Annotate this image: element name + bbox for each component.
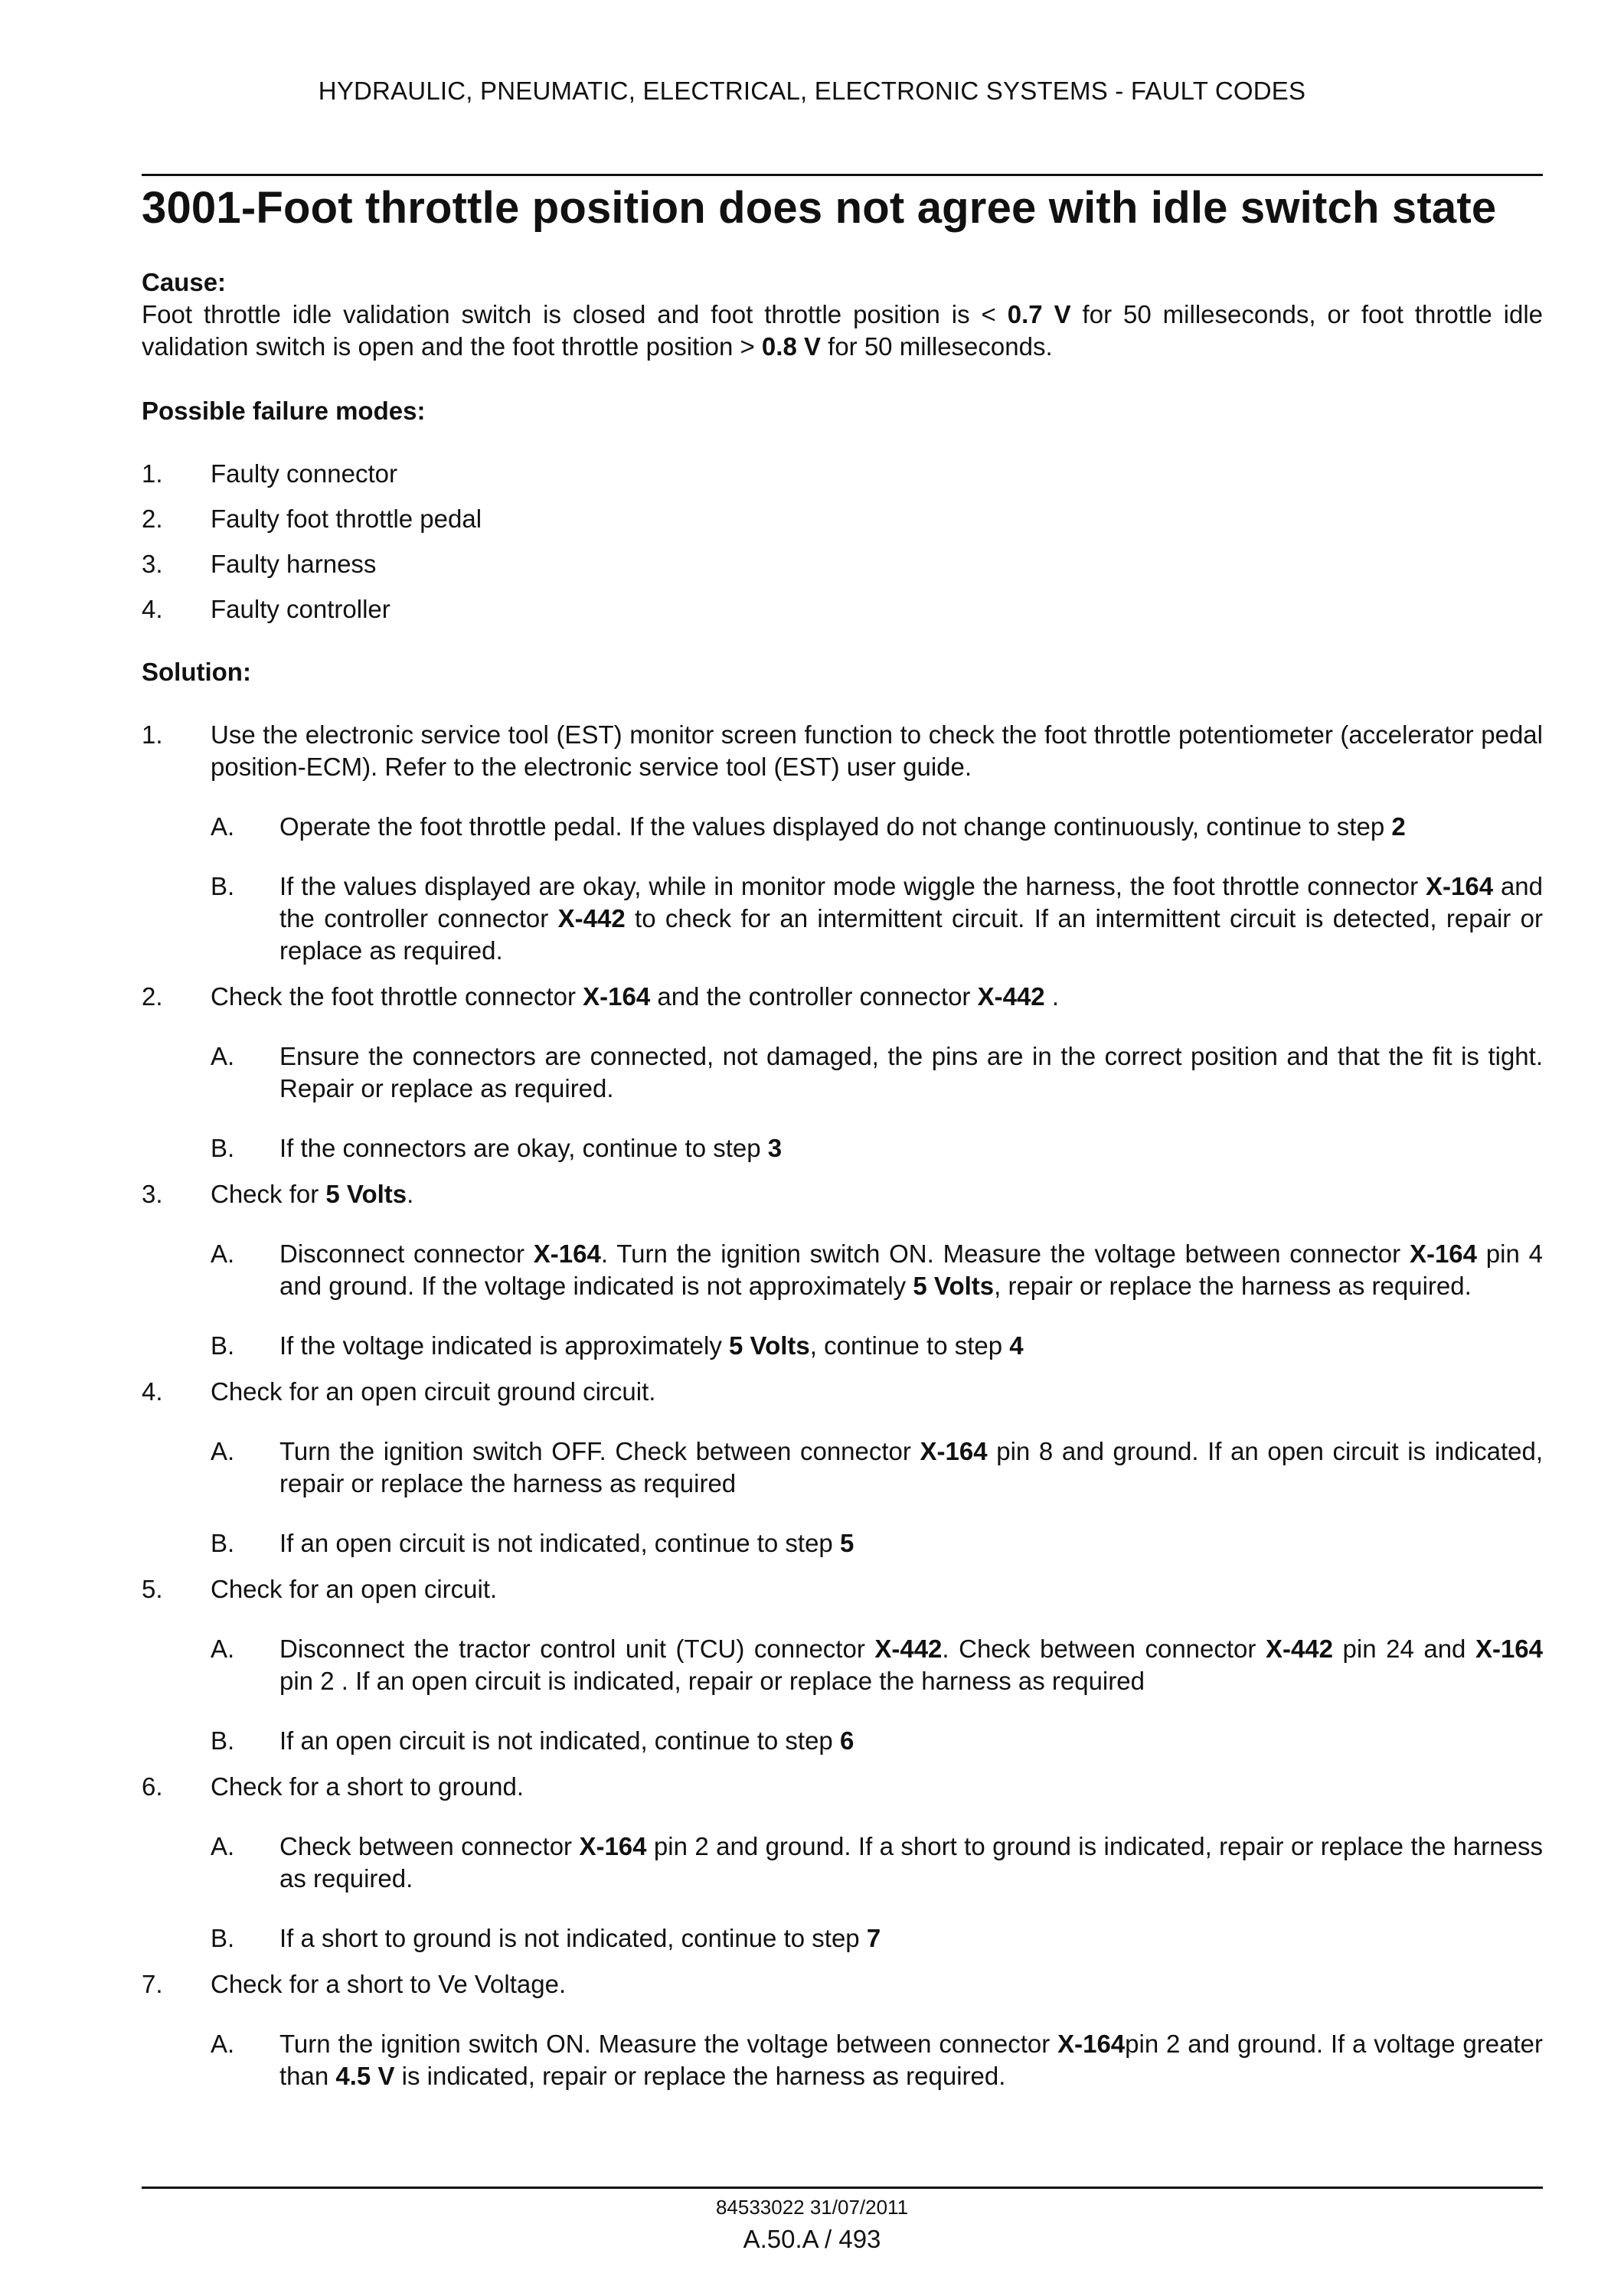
substeps <box>211 811 1543 967</box>
step-number: 4. <box>142 1377 163 1406</box>
substep <box>211 1831 1543 1895</box>
cause-text-part: for 50 milleseconds. <box>820 332 1053 361</box>
substep-text: pin 2 and ground. If a voltage greater than <box>279 2030 1543 2090</box>
list-item <box>142 458 1543 490</box>
substeps <box>211 1238 1543 1362</box>
substep-text: Disconnect the tractor control unit (TCU) connector <box>279 1635 875 1663</box>
step-text: Use the electronic service tool (EST) monitor screen function to check the foot throttle potentiometer (accelerator pedal position-ECM). Refer to the electronic service tool (EST) user guide. <box>211 720 1543 781</box>
solution-label: Solution: <box>142 658 251 686</box>
list-item-number: 4. <box>142 595 163 623</box>
substep-text: pin 2 . If an open circuit is indicated, repair or replace the harness as required <box>279 1667 1145 1695</box>
substep <box>211 1330 1543 1362</box>
substep-letter: B. <box>211 1529 235 1557</box>
list-item-number: 2. <box>142 505 163 533</box>
cause-label: Cause: <box>142 268 227 296</box>
document-code: 84533022 31/07/2011 <box>715 2196 909 2219</box>
step-emphasis: X-442 <box>977 982 1045 1011</box>
step-text: Check for <box>211 1180 326 1208</box>
substep-letter: A. <box>211 1042 235 1070</box>
substep-text: If an open circuit is not indicated, continue to step <box>279 1529 840 1557</box>
substeps <box>211 1831 1543 1955</box>
substep-text: pin 8 and ground. If an open circuit is indicated, repair or replace the harness as required <box>279 1437 1543 1497</box>
solution-step <box>142 1573 1543 1757</box>
failure-modes-list <box>142 458 1543 625</box>
list-item-text: Faulty controller <box>211 595 390 623</box>
substep <box>211 1725 1543 1757</box>
substeps <box>211 1633 1543 1757</box>
substep-text: If an open circuit is not indicated, continue to step <box>279 1726 840 1755</box>
list-item <box>142 593 1543 625</box>
substep-letter: B. <box>211 872 235 900</box>
substep-text: is indicated, repair or replace the harness as required. <box>394 2062 1006 2090</box>
substep <box>211 1633 1543 1697</box>
footer-rule <box>142 2187 1543 2189</box>
substep <box>211 870 1543 967</box>
substep-text: . Check between connector <box>942 1635 1266 1663</box>
step-text: Check for a short to ground. <box>211 1772 524 1801</box>
step-text <box>211 1178 1543 1210</box>
step-number: 3. <box>142 1180 163 1208</box>
substep-text: pin 4 and ground. If the voltage indicated is not approximately <box>279 1239 1543 1300</box>
substep-emphasis: X-164 <box>1057 2030 1126 2058</box>
substep-text: If the voltage indicated is approximately <box>279 1331 729 1360</box>
substep-letter: B. <box>211 1134 235 1162</box>
step-text: . <box>1044 982 1059 1011</box>
failure-modes-label: Possible failure modes: <box>142 397 426 425</box>
substep-text: Turn the ignition switch OFF. Check between connector <box>279 1437 920 1465</box>
step-text <box>211 1771 1543 1803</box>
substeps <box>211 1435 1543 1560</box>
substep <box>211 2028 1543 2092</box>
list-item-number: 1. <box>142 459 163 488</box>
substep-letter: B. <box>211 1924 235 1952</box>
step-number: 2. <box>142 982 163 1011</box>
substeps <box>211 1040 1543 1164</box>
cause-text <box>142 299 1543 363</box>
step-text: Check for an open circuit ground circuit. <box>211 1377 656 1406</box>
substep-emphasis: 5 <box>839 1529 854 1557</box>
step-text: . <box>407 1180 414 1208</box>
substep <box>211 811 1543 843</box>
substep-emphasis: 4 <box>1009 1331 1024 1360</box>
solution-step <box>142 1771 1543 1955</box>
substep-letter: A. <box>211 1635 235 1663</box>
step-text: and the controller connector <box>650 982 978 1011</box>
step-text <box>211 719 1543 783</box>
solution-steps <box>142 719 1543 2092</box>
list-item <box>142 503 1543 535</box>
substep-text: If the connectors are okay, continue to step <box>279 1134 768 1162</box>
substep-letter: B. <box>211 1726 235 1755</box>
substep-text: . Turn the ignition switch ON. Measure the voltage between connector <box>600 1239 1410 1268</box>
solution-step <box>142 1376 1543 1560</box>
substep-text: Operate the foot throttle pedal. If the values displayed do not change continuously, continue to step <box>279 812 1392 841</box>
substep-emphasis: X-442 <box>1265 1635 1333 1663</box>
substep <box>211 1040 1543 1105</box>
substep-emphasis: 3 <box>767 1134 783 1162</box>
substep-text: Turn the ignition switch ON. Measure the voltage between connector <box>279 2030 1058 2058</box>
substep-text: If the values displayed are okay, while in monitor mode wiggle the harness, the foot throttle connector <box>279 872 1426 900</box>
solution-step <box>142 981 1543 1164</box>
step-text <box>211 1573 1543 1605</box>
step-number: 1. <box>142 720 163 749</box>
substep-text: , repair or replace the harness as required. <box>994 1272 1472 1300</box>
cause-section <box>142 266 1543 363</box>
main-content <box>142 181 1543 2106</box>
substep-text: pin 2 and ground. If a short to ground is indicated, repair or replace the harness as required. <box>279 1832 1544 1893</box>
substep-letter: B. <box>211 1331 235 1360</box>
substep <box>211 1435 1543 1500</box>
substep-letter: A. <box>211 1239 235 1268</box>
list-item-text: Faulty harness <box>211 550 377 578</box>
substep-emphasis: X-164 <box>920 1437 988 1465</box>
substep <box>211 1132 1543 1164</box>
cause-text-part: for 50 milleseconds, or foot throttle idle validation switch is open and the foot throttle position > <box>142 300 1544 361</box>
solution-step <box>142 1178 1543 1362</box>
running-header: HYDRAULIC, PNEUMATIC, ELECTRICAL, ELECTRONIC SYSTEMS - FAULT CODES <box>318 77 1306 105</box>
solution-step <box>142 1968 1543 2092</box>
step-text: Check for a short to Ve Voltage. <box>211 1970 567 1998</box>
substep-emphasis: X-164 <box>1426 872 1494 900</box>
page-number: A.50.A / 493 <box>743 2225 881 2253</box>
substep-emphasis: X-164 <box>533 1239 601 1268</box>
step-number: 7. <box>142 1970 163 1998</box>
substep-letter: A. <box>211 1832 235 1860</box>
substep <box>211 1238 1543 1302</box>
list-item-number: 3. <box>142 550 163 578</box>
substep-text: to check for an intermittent circuit. If an intermittent circuit is detected, repair or replace as required. <box>279 904 1543 965</box>
header-rule <box>142 174 1543 176</box>
step-text <box>211 1968 1543 2000</box>
substep-text: , continue to step <box>809 1331 1010 1360</box>
substep-emphasis: X-164 <box>1409 1239 1477 1268</box>
list-item-text: Faulty connector <box>211 459 397 488</box>
step-number: 6. <box>142 1772 163 1801</box>
cause-value: 0.7 V <box>1007 300 1071 328</box>
list-item-text: Faulty foot throttle pedal <box>211 505 482 533</box>
cause-text-part: Foot throttle idle validation switch is closed and foot throttle position is < <box>142 300 1008 328</box>
substep-letter: A. <box>211 1437 235 1465</box>
substep-text: If a short to ground is not indicated, continue to step <box>279 1924 867 1952</box>
substep-text: Check between connector <box>279 1832 580 1860</box>
substep-emphasis: X-164 <box>579 1832 647 1860</box>
step-number: 5. <box>142 1575 163 1603</box>
page-title: 3001-Foot throttle position does not agree with idle switch state <box>142 183 1497 233</box>
step-text: Check the foot throttle connector <box>211 982 583 1011</box>
solution-step <box>142 719 1543 967</box>
substep <box>211 1527 1543 1560</box>
substep-emphasis: 6 <box>839 1726 854 1755</box>
substep-emphasis: X-164 <box>1475 1635 1543 1663</box>
substep-text: Disconnect connector <box>279 1239 534 1268</box>
substep-text: pin 24 and <box>1333 1635 1475 1663</box>
substep-emphasis: 2 <box>1391 812 1406 841</box>
list-item <box>142 548 1543 580</box>
substep-emphasis: 4.5 V <box>335 2062 395 2090</box>
substep-emphasis: 7 <box>866 1924 881 1952</box>
substep-letter: A. <box>211 2030 235 2058</box>
substep-text: and the controller connector <box>279 872 1543 932</box>
step-text <box>211 981 1543 1013</box>
substep-emphasis: X-442 <box>874 1635 943 1663</box>
cause-value: 0.8 V <box>761 332 821 361</box>
substep-emphasis: 5 Volts <box>729 1331 810 1360</box>
substep-emphasis: X-442 <box>557 904 626 932</box>
step-emphasis: 5 Volts <box>325 1180 407 1208</box>
step-text <box>211 1376 1543 1408</box>
substeps <box>211 2028 1543 2092</box>
step-text: Check for an open circuit. <box>211 1575 498 1603</box>
substep-letter: A. <box>211 812 235 841</box>
step-emphasis: X-164 <box>583 982 651 1011</box>
substep-emphasis: 5 Volts <box>913 1272 995 1300</box>
substep <box>211 1922 1543 1955</box>
substep-text: Ensure the connectors are connected, not damaged, the pins are in the correct position and that the fit is tight. Repair or replace as required. <box>279 1042 1543 1102</box>
